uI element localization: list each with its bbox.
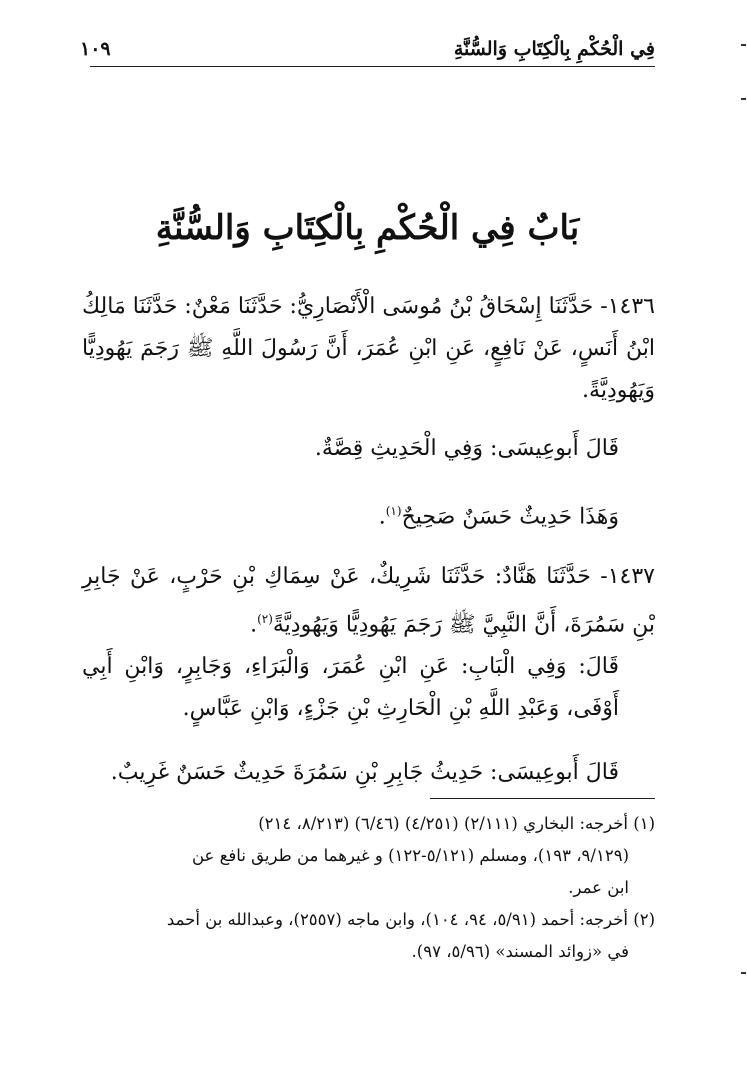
sentence-end: . [378,504,386,530]
hadith-1436-comment-1-text: قَالَ أَبوعِيسَى: وَفِي الْحَدِيثِ قِصَّةٌ. [314,436,619,461]
hadith-1436-comment-2-text [82,490,655,538]
chapter-title: بَابٌ فِي الْحُكْمِ بِالْكِتَابِ وَالسُّنَّةِ [155,208,580,248]
header-rule [90,66,655,67]
hadith-1436-comment-2 [82,490,655,538]
hadith-1437-text [82,556,655,646]
hadith-1436-text: ١٤٣٦- حَدَّثَنَا إِسْحَاقُ بْنُ مُوسَى الْأَنْصَارِيُّ: حَدَّثَنَا مَعْنٌ: حَدَّثَنَا مَالِكُ ابْنُ أَنَسٍ، عَنْ نَافِعٍ، عَنِ ابْنِ عُمَرَ، أَنَّ رَسُولَ اللَّهِ ﷺ رَجَمَ يَهُودِيًّا وَيَهُودِيَّةً. [82,294,655,403]
footnote-rule [430,798,655,799]
hadith-1437-comment-2-text: قَالَ أَبوعِيسَى: حَدِيثُ جَابِرِ بْنِ سَمُرَةَ حَدِيثٌ حَسَنٌ غَرِيبٌ. [110,760,619,785]
footnote-1-line-1: (١) أخرجه: البخاري (٢/١١١) (٤/٢٥١) (٦/٤٦) (٨/٢١٣، ٢١٤) [258,814,655,833]
running-header [80,34,655,64]
footnote-2-line-2: في «زوائد المسند» (٥/٩٦، ٩٧). [411,942,629,961]
hadith-1436-comment-1 [82,428,655,470]
margin-tick-mark [741,972,746,974]
footnotes [82,808,655,968]
margin-tick-mark [741,98,746,100]
margin-tick-mark [741,44,746,46]
footnote-1-line-3: ابن عمر. [568,878,629,897]
footnote-1-line-2: (٩/١٢٩، ١٩٣)، ومسلم (٥/١٢١-١٢٢) و غيرهما من طريق نافع عن [191,846,629,865]
hadith-1437-comment-1 [82,646,655,730]
hadith-1436-grading: وَهَذَا حَدِيثٌ حَسَنٌ صَحِيحٌ [401,504,619,530]
hadith-1437-comment-2 [82,752,655,794]
footnote-ref-1[interactable]: (١) [385,504,402,518]
hadith-1437-body: ١٤٣٧- حَدَّثَنَا هَنَّادٌ: حَدَّثَنَا شَرِيكٌ، عَنْ سِمَاكِ بْنِ حَرْبٍ، عَنْ جَابِرِ بْنِ سَمُرَةَ، أَنَّ النَّبِيَّ ﷺ رَجَمَ يَهُودِيًّا وَيَهُودِيَّةً [82,564,655,638]
footnote-ref-2[interactable]: (٢) [257,612,273,626]
sentence-end: . [250,612,258,638]
page-number: ١٠٩ [80,38,111,60]
running-header-title: فِي الْحُكْمِ بِالْكِتَابِ وَالسُّنَّةِ [453,38,655,60]
hadith-1437-comment-1-text: قَالَ: وَفِي الْبَابِ: عَنِ ابْنِ عُمَرَ، وَالْبَرَاءِ، وَجَابِرٍ، وَابْنِ أَبِي أَوْفَى، وَعَبْدِ اللَّهِ بْنِ الْحَارِثِ بْنِ جَزْءٍ، وَابْنِ عَبَّاسٍ. [82,654,619,721]
footnote-2-line-1: (٢) أخرجه: أحمد (٥/٩١، ٩٤، ١٠٤)، وابن ماجه (٢٥٥٧)، وعبدالله بن أحمد [166,910,655,929]
hadith-1437 [82,556,655,646]
hadith-1436 [82,286,655,412]
